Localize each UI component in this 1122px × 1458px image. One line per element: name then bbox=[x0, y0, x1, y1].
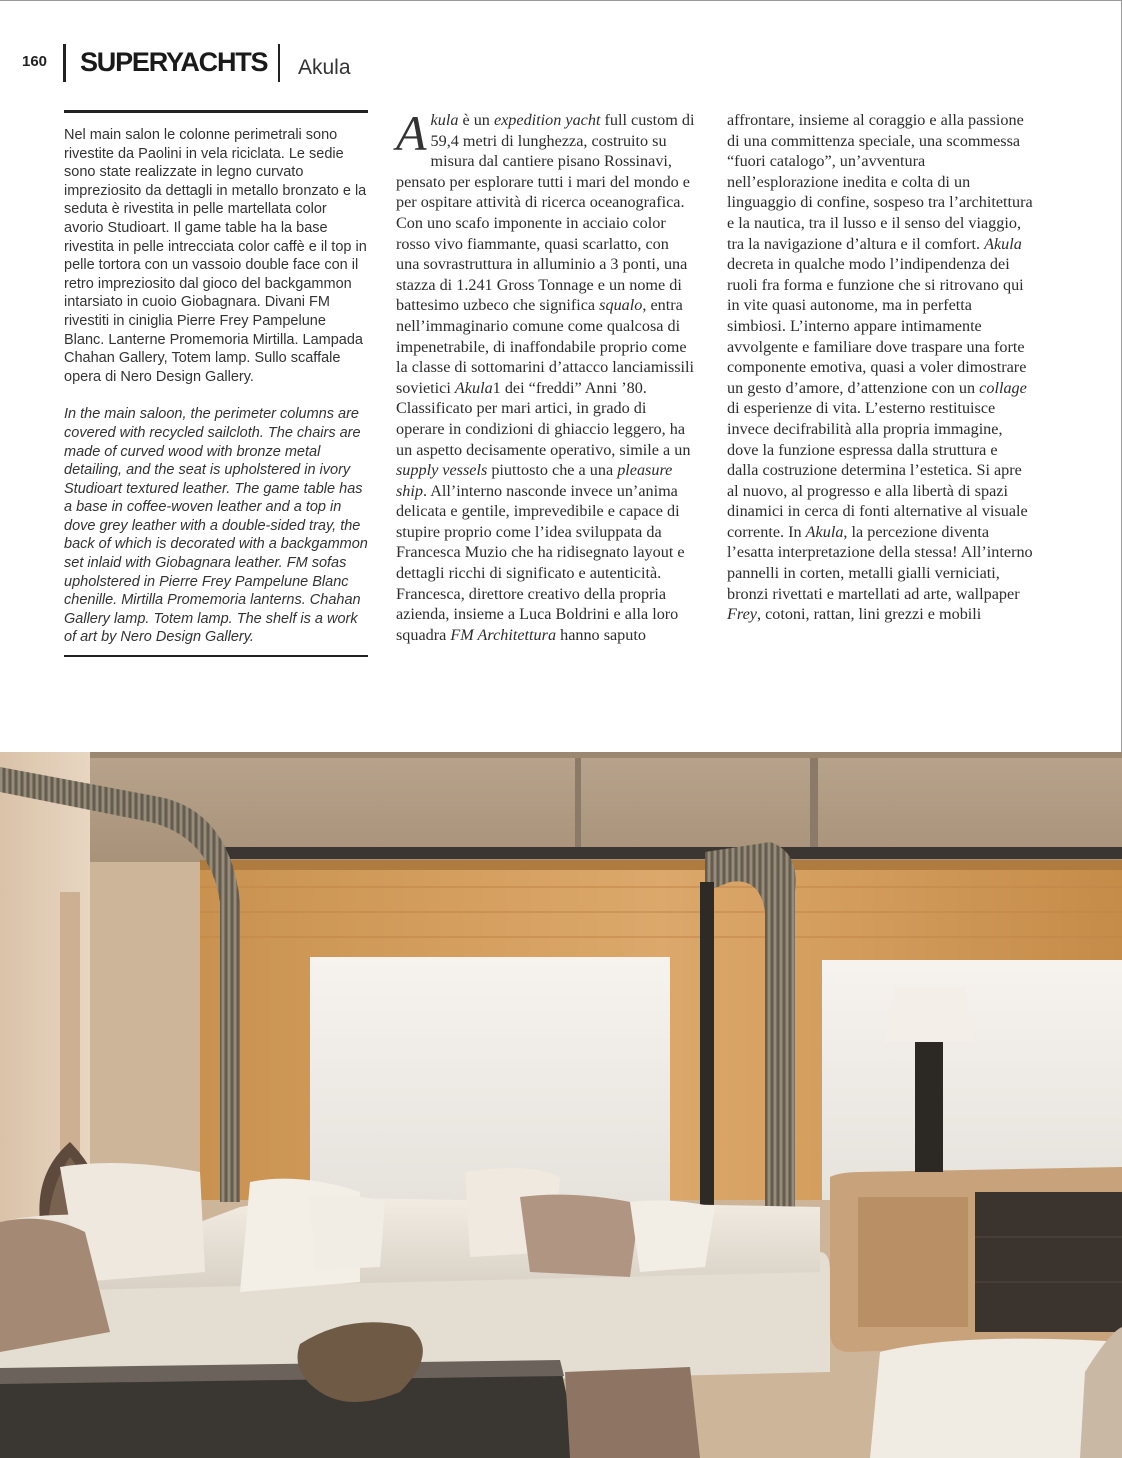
page-number: 160 bbox=[22, 53, 48, 70]
body-text-italic: supply vessels bbox=[396, 461, 488, 480]
article-title: Akula bbox=[298, 56, 351, 79]
section-title: SUPERYACHTS bbox=[80, 47, 268, 77]
body-text-italic: Akula bbox=[984, 234, 1022, 253]
article-column-1 bbox=[396, 105, 696, 645]
body-text: , la percezione diventa l’esatta interpretazione della stessa! All’interno pannelli in corten, metalli gialli verniciati, bronzi rivettati e martellati ad arte, wallpaper bbox=[727, 522, 1033, 603]
body-text: . All’interno nasconde invece un’anima delicata e gentile, imprevedibile e capace di stupire proprio come l’idea sviluppata da Francesca Muzio che ha ridisegnato layout e dettagli ricchi di significato e autenticità. Francesca, direttore creativo della propria azienda, insieme a Luca Boldrini e alla loro squadra bbox=[396, 481, 685, 644]
body-text: , cotoni, rattan, lini grezzi e mobili bbox=[756, 605, 982, 624]
body-text: hanno saputo bbox=[556, 625, 646, 644]
body-text: 1 dei “freddi” Anni ’80. Classificato per mari artici, in grado di operare in condizioni di ghiaccio leggero, ha un aspetto decisamente operativo, simile a un bbox=[396, 378, 691, 459]
body-text: full custom di 59,4 metri di lunghezza, costruito su misura dal cantiere pisano Rossinavi, pensato per esplorare tutti i mari del mondo e per ospitare attività di ricerca oceanografica. Con uno scafo imponente in acciaio color rosso vivo fiammante, quasi scarlatto, con una sovrastruttura in alluminio a 3 ponti, una stazza di 1.241 Gross Tonnage e un nome di battesimo uzbeco che significa bbox=[396, 111, 695, 315]
header-divider bbox=[63, 44, 66, 82]
body-text-italic: collage bbox=[979, 378, 1027, 397]
body-text-italic: squalo bbox=[599, 296, 643, 315]
body-text-italic: Akula bbox=[454, 378, 493, 397]
article-column-2 bbox=[727, 110, 1033, 625]
page-top-border bbox=[0, 0, 1122, 1]
body-text: è un bbox=[458, 111, 494, 129]
saloon-photo bbox=[0, 752, 1122, 1458]
header-divider bbox=[278, 44, 280, 82]
body-text-italic: Frey bbox=[727, 605, 757, 624]
body-text: piuttosto che a una bbox=[487, 461, 618, 480]
photo-caption bbox=[64, 110, 368, 657]
caption-italian: Nel main salon le colonne perimetrali sono rivestite da Paolini in vela riciclata. Le sedie sono state realizzate in legno curvato impreziosito da dettagli in metallo bronzato e la seduta è rivestita in pelle martellata color avorio Studioart. Il game table ha la base rivestita in pelle intrecciata color caffè e il top in pelle tortora con un vassoio double face con il retro impreziosito dal gioco del backgammon intarsiato in cuoio Giobagnara. Divani FM rivestiti in ciniglia Pierre Frey Pampelune Blanc. Lanterne Promemoria Mirtilla. Lampada Chahan Gallery, Totem lamp. Sullo scaffale opera di Nero Design Gallery. bbox=[64, 127, 367, 385]
yacht-name: kula bbox=[430, 111, 459, 129]
body-text: affrontare, insieme al coraggio e alla passione di una committenza speciale, una scommessa “fuori catalogo”, un’avventura nell’esplorazione inedita e colta di un linguaggio di confine, sospeso tra l’architettura e la nautica, tra il lusso e il senso del viaggio, tra la navigazione d’altura e il comfort. bbox=[727, 111, 1033, 253]
body-text-italic: pleasure ship bbox=[396, 461, 673, 500]
body-text: , entra nell’immaginario comune come qualcosa di impenetrabile, di inaffondabile proprio come la classe di sottomarini d’attacco lanciamissili sovietici bbox=[396, 296, 695, 397]
running-header bbox=[0, 44, 1122, 84]
body-text-italic: Akula bbox=[805, 522, 844, 541]
body-text-italic: FM Architettura bbox=[450, 625, 557, 644]
caption-english: In the main saloon, the perimeter columns are covered with recycled sailcloth. The chairs are made of curved wood with bronze metal detailing, and the seat is upholstered in ivory Studioart textured leather. The game table has a base in coffee-woven leather and a top in dove grey leather with a double-sided tray, the back of which is decorated with a backgammon set inlaid with Giobagnara leather. FM sofas upholstered in Pierre Frey Pampelune Blanc chenille. Mirtilla Promemoria lanterns. Chahan Gallery lamp. Totem lamp. The shelf is a work of art by Nero Design Gallery. bbox=[64, 406, 368, 646]
body-text: di esperienze di vita. L’esterno restituisce invece decifrabilità alla propria immagine, dove la funzione espressa dalla struttura e dalla costruzione determina l’estetica. Si apre al nuovo, al progresso e alla libertà di spazi dinamici in cerca di fonti alternative al visuale corrente. In bbox=[727, 399, 1028, 541]
body-text: decreta in qualche modo l’indipendenza dei ruoli fra forma e funzione che si ritrovano qui in vite quasi autonome, ma in perfetta simbiosi. L’interno appare intimamente avvolgente e familiare dove traspare una forte componente emotiva, quasi a voler dimostrare un gesto d’amore, d’attenzione con un bbox=[727, 255, 1027, 397]
body-text-italic: expedition yacht bbox=[493, 111, 601, 129]
drop-cap: A bbox=[396, 105, 427, 161]
